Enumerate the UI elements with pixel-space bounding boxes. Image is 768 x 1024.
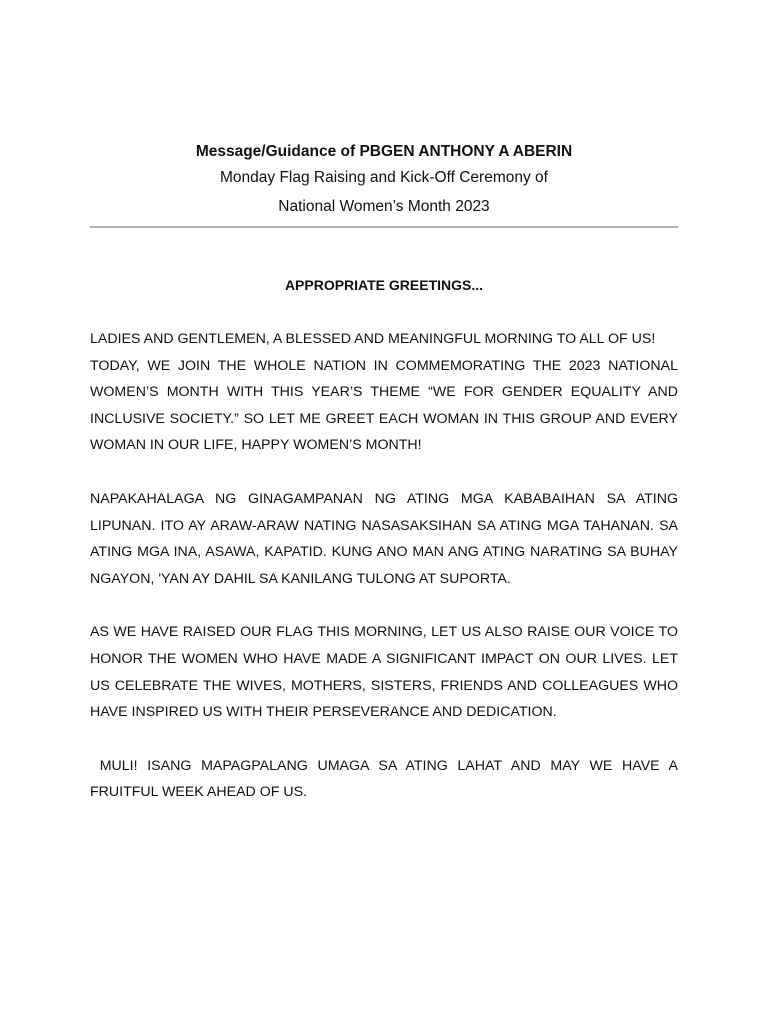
document-subtitle-line-1: Monday Flag Raising and Kick-Off Ceremony of <box>220 169 548 186</box>
header-divider <box>90 226 678 228</box>
paragraph-closing: MULI! ISANG MAPAGPALANG UMAGA SA ATING LAHAT AND MAY WE HAVE A FRUITFUL WEEK AHEAD OF US. <box>90 757 682 801</box>
document-title: Message/Guidance of PBGEN ANTHONY A ABERIN <box>195 143 573 160</box>
document-page <box>90 141 682 806</box>
paragraph-flag: AS WE HAVE RAISED OUR FLAG THIS MORNING, LET US ALSO RAISE OUR VOICE TO HONOR THE WOMEN WHO HAVE MADE A SIGNIFICANT IMPACT ON OUR LIVES. LET US CELEBRATE THE WIVES, MOTHERS, SISTERS, FRIENDS AND COLLEAGUES WHO HAVE INSPIRED US WITH THEIR PERSEVERANCE AND DEDICATION. <box>90 624 678 721</box>
document-header <box>90 141 678 221</box>
paragraph-theme: TODAY, WE JOIN THE WHOLE NATION IN COMMEMORATING THE 2023 NATIONAL WOMEN’S MONTH WITH THIS YEAR’S THEME “WE FOR GENDER EQUALITY AND INCLUSIVE SOCIETY.” SO LET ME GREET EACH WOMAN IN THIS GROUP AND EVERY WOMAN IN OUR LIFE, HAPPY WOMEN’S MONTH! <box>90 357 678 454</box>
paragraph-opening: LADIES AND GENTLEMEN, A BLESSED AND MEANINGFUL MORNING TO ALL OF US! <box>90 331 656 347</box>
message-body <box>90 326 682 806</box>
greeting-heading: APPROPRIATE GREETINGS... <box>284 277 484 293</box>
document-subtitle-line-2: National Women’s Month 2023 <box>278 198 490 215</box>
paragraph-filipino: NAPAKAHALAGA NG GINAGAMPANAN NG ATING MGA KABABAIHAN SA ATING LIPUNAN. ITO AY ARAW-ARAW NATING NASASAKSIHAN SA ATING MGA TAHANAN. SA ATING MGA INA, ASAWA, KAPATID. KUNG ANO MAN ANG ATING NARATING SA BUHAY NGAYON, 'YAN AY DAHIL SA KANILANG TULONG AT SUPORTA. <box>90 490 678 587</box>
